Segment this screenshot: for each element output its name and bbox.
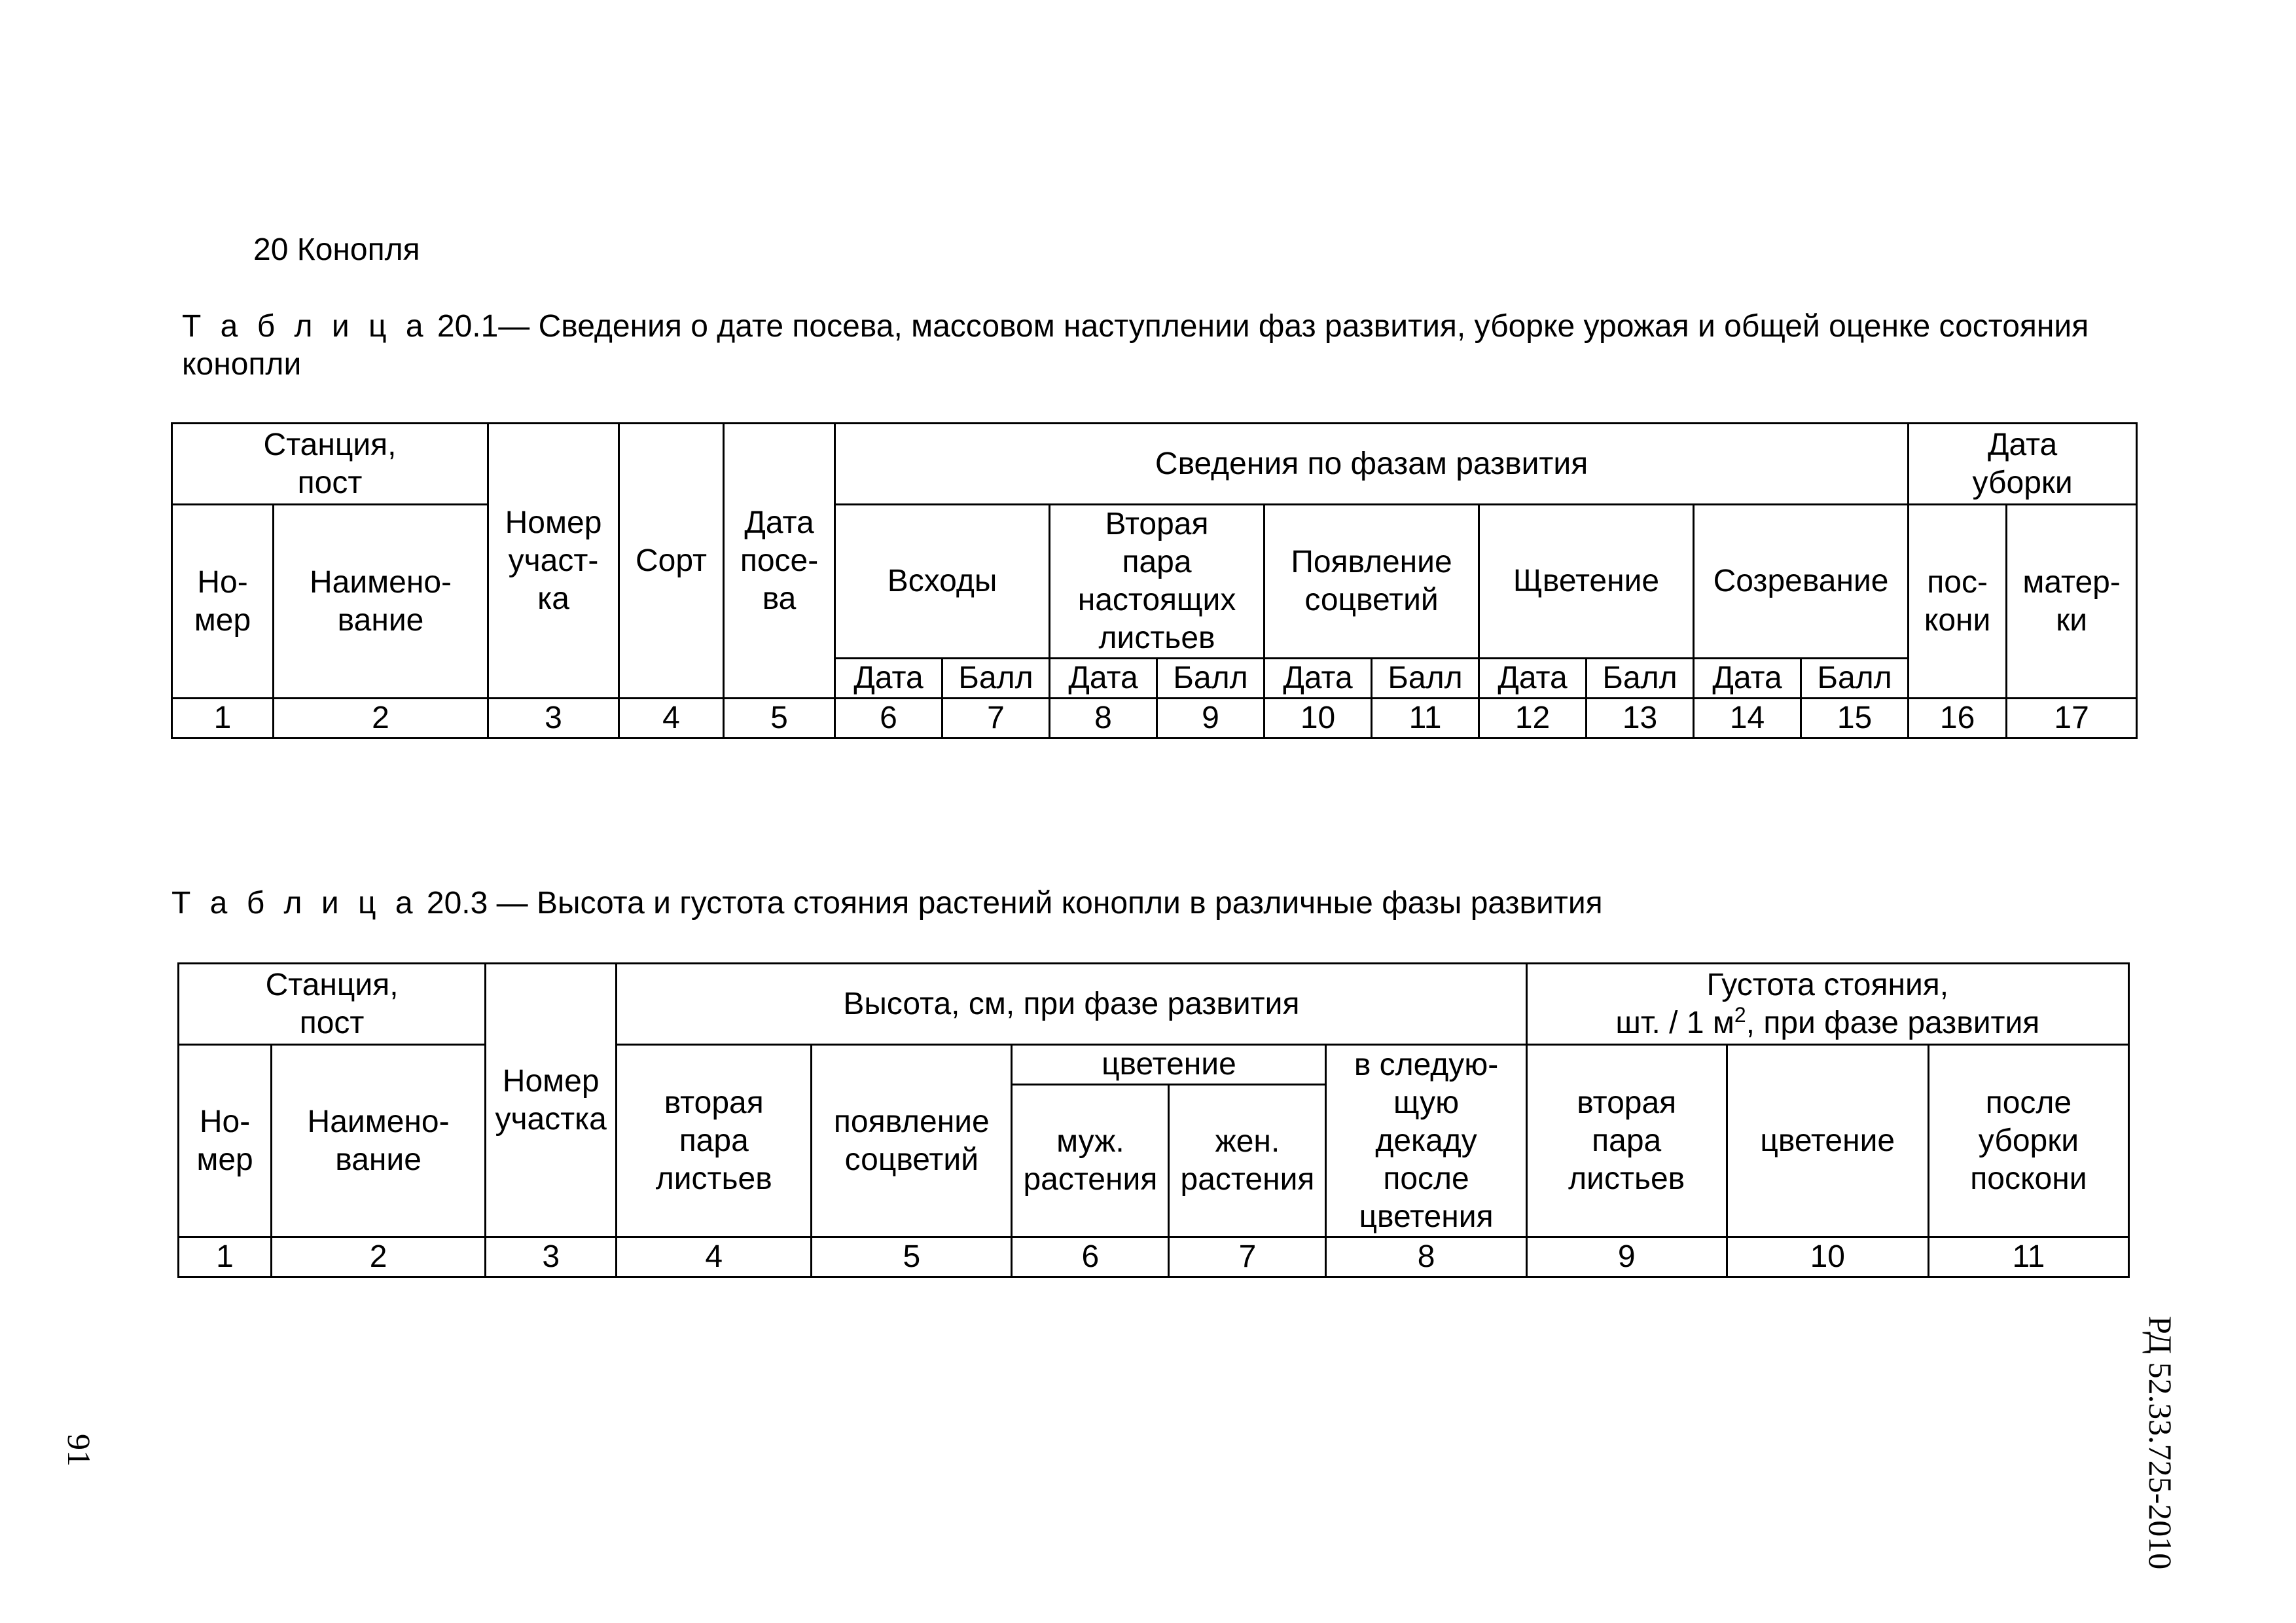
column-number: 8: [1326, 1237, 1526, 1277]
header-second-leaf-pair: вторая пара листьев: [617, 1045, 812, 1237]
column-number: 6: [1012, 1237, 1169, 1277]
header-second-leaf-pair: Вторая пара настоящих листьев: [1050, 505, 1265, 659]
column-number: 8: [1050, 699, 1157, 739]
header-inflorescence: появление соцветий: [812, 1045, 1012, 1237]
table-20-3: [177, 962, 2130, 1278]
subheader-date: Дата: [1694, 659, 1801, 699]
caption-text: 20.1— Сведения о дате посева, массовом наступлении фаз развития, уборке урожая и общей оценке состояния конопли: [182, 309, 2089, 382]
superscript-2: 2: [1734, 1002, 1746, 1027]
subheader-score: Балл: [1587, 659, 1694, 699]
column-number: 3: [488, 699, 619, 739]
column-number: 14: [1694, 699, 1801, 739]
column-number: 7: [942, 699, 1050, 739]
header-poskon: пос- кони: [1909, 505, 2007, 699]
header-height: Высота, см, при фазе развития: [617, 964, 1526, 1045]
column-number: 16: [1909, 699, 2007, 739]
section-title: 20 Конопля: [253, 232, 420, 267]
column-number: 4: [619, 699, 724, 739]
column-number: 1: [172, 699, 274, 739]
column-number: 11: [1928, 1237, 2128, 1277]
subheader-date: Дата: [1265, 659, 1372, 699]
column-number: 9: [1526, 1237, 1727, 1277]
subheader-score: Балл: [1372, 659, 1479, 699]
header-flowering: цветение: [1012, 1045, 1326, 1085]
column-number: 3: [486, 1237, 617, 1277]
subheader-date: Дата: [835, 659, 942, 699]
column-number: 4: [617, 1237, 812, 1277]
header-after-harvest: после уборки поскони: [1928, 1045, 2128, 1237]
caption-text: 20.3 — Высота и густота стояния растений конопли в различные фазы развития: [418, 886, 1603, 921]
column-number: 2: [272, 1237, 486, 1277]
header-shoots: Всходы: [835, 505, 1050, 659]
column-number: 5: [812, 1237, 1012, 1277]
table-20-1: [171, 422, 2138, 739]
header-female-plants: жен. растения: [1169, 1085, 1326, 1237]
header-male-plants: муж. растения: [1012, 1085, 1169, 1237]
header-variety: Сорт: [619, 424, 724, 699]
column-number: 5: [724, 699, 835, 739]
header-name: Наимено- вание: [274, 505, 488, 699]
header-density-second-leaf-pair: вторая пара листьев: [1526, 1045, 1727, 1237]
column-number: 13: [1587, 699, 1694, 739]
column-number: 15: [1801, 699, 1909, 739]
subheader-score: Балл: [1157, 659, 1265, 699]
column-number: 9: [1157, 699, 1265, 739]
header-flowering: Щветение: [1479, 505, 1694, 659]
subheader-date: Дата: [1050, 659, 1157, 699]
header-inflorescence: Появление соцветий: [1265, 505, 1479, 659]
header-materka: матер- ки: [2007, 505, 2137, 699]
header-density-flowering: цветение: [1727, 1045, 1928, 1237]
column-number: 10: [1727, 1237, 1928, 1277]
page-number: 91: [61, 1434, 98, 1467]
document-code: РД 52.33.725-2010: [2142, 1316, 2179, 1570]
column-number: 12: [1479, 699, 1587, 739]
caption-prefix: Т а б л и ц а: [171, 886, 418, 921]
column-number: 6: [835, 699, 942, 739]
header-phase-info: Сведения по фазам развития: [835, 424, 1909, 505]
header-sowing-date: Дата посе- ва: [724, 424, 835, 699]
header-plot-number: Номер участ- ка: [488, 424, 619, 699]
header-plot-number: Номер участка: [486, 964, 617, 1237]
column-number-row: [172, 699, 2137, 739]
table-20-3-caption: [171, 884, 1603, 922]
subheader-score: Балл: [942, 659, 1050, 699]
header-ripening: Созревание: [1694, 505, 1909, 659]
header-station: Станция, пост: [172, 424, 488, 505]
header-harvest-date: Дата уборки: [1909, 424, 2137, 505]
column-number: 10: [1265, 699, 1372, 739]
header-station: Станция, пост: [179, 964, 486, 1045]
header-next-decade: в следую- щую декаду после цветения: [1326, 1045, 1526, 1237]
header-number: Но- мер: [179, 1045, 272, 1237]
column-number-row: [179, 1237, 2129, 1277]
subheader-score: Балл: [1801, 659, 1909, 699]
column-number: 1: [179, 1237, 272, 1277]
column-number: 7: [1169, 1237, 1326, 1277]
caption-prefix: Т а б л и ц а: [182, 309, 429, 344]
header-name: Наимено- вание: [272, 1045, 486, 1237]
header-density: Густота стояния, шт. / 1 $м^2$, при фазе развития: [1526, 964, 2128, 1045]
column-number: 11: [1372, 699, 1479, 739]
table-20-1-caption: [182, 308, 2145, 384]
subheader-date: Дата: [1479, 659, 1587, 699]
header-number: Но- мер: [172, 505, 274, 699]
column-number: 2: [274, 699, 488, 739]
column-number: 17: [2007, 699, 2137, 739]
